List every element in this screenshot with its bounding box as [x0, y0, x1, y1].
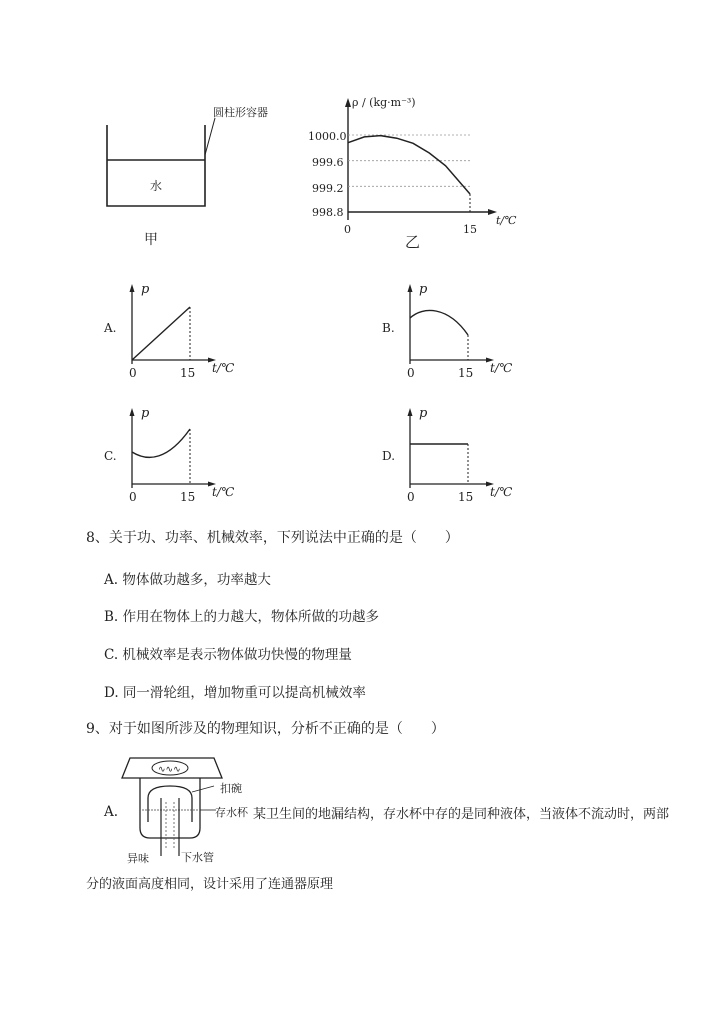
- choice-graph-d: [378, 404, 518, 509]
- y-axis-arrow: [345, 98, 351, 107]
- graph-curve: [132, 429, 190, 457]
- container-outline: [107, 125, 205, 206]
- water-cup: [140, 778, 200, 838]
- choice-graph-a: [100, 280, 240, 385]
- fig-label-pipe: 下水管: [181, 851, 214, 864]
- y-axis-arrow: [408, 408, 413, 416]
- y-axis-label: p: [141, 406, 150, 421]
- x-tick-label: 15: [463, 223, 477, 236]
- x-axis-label: t/℃: [490, 361, 513, 375]
- x-tick-15: 15: [458, 366, 474, 380]
- q8-stem: 8、关于功、功率、机械效率，下列说法中正确的是（ ）: [86, 530, 459, 546]
- choice-letter: B.: [382, 321, 395, 335]
- grate-pattern-icon: ∿∿∿: [158, 765, 181, 775]
- water-label: 水: [150, 179, 163, 193]
- x-axis-label: t/℃: [212, 361, 235, 375]
- q9-stem: 9、对于如图所涉及的物理知识，分析不正确的是（ ）: [86, 721, 445, 737]
- y-axis-arrow: [408, 284, 413, 292]
- fig-yi-caption: 乙: [405, 233, 421, 250]
- x-tick-15: 15: [180, 490, 196, 504]
- q9-option-a-letter[interactable]: A.: [104, 804, 119, 820]
- figure-yi: [300, 90, 530, 250]
- x-tick-label: 0: [344, 223, 351, 236]
- graph-curve: [410, 310, 468, 335]
- y-axis-arrow: [130, 284, 135, 292]
- q9-option-a-text-line1: 某卫生间的地漏结构，存水杯中存的是同种液体，当液体不流动时，两部: [253, 807, 670, 822]
- choice-graph-c: [100, 404, 240, 509]
- container-label: 圆柱形容器: [213, 106, 268, 119]
- y-tick-label: 1000.0: [308, 130, 347, 143]
- label-leader-line: [205, 118, 215, 155]
- y-axis-label: p: [419, 406, 428, 421]
- x-axis-label: t/℃: [212, 485, 235, 499]
- inverted-bowl: [148, 786, 192, 822]
- q9-option-a-text-line2: 分的液面高度相同，设计采用了连通器原理: [86, 877, 334, 892]
- x-tick-0: 0: [407, 366, 415, 380]
- q8-option-a[interactable]: A. 物体做功越多，功率越大: [104, 572, 271, 588]
- choice-graph-b: [378, 280, 518, 385]
- y-axis-label: p: [419, 282, 428, 297]
- fig-jia-caption: 甲: [144, 232, 158, 248]
- y-axis-label: p: [141, 282, 150, 297]
- choice-letter: D.: [382, 449, 396, 463]
- y-axis-label: ρ / (kg·m⁻³): [352, 96, 416, 109]
- fig-label-bowl: 扣碗: [220, 782, 242, 795]
- floor-drain-figure: [118, 752, 228, 864]
- y-tick-label: 999.2: [312, 182, 344, 195]
- x-tick-15: 15: [180, 366, 196, 380]
- x-tick-15: 15: [458, 490, 474, 504]
- graph-curve: [132, 307, 190, 360]
- x-tick-0: 0: [129, 490, 137, 504]
- density-curve: [348, 136, 470, 194]
- q8-option-c[interactable]: C. 机械效率是表示物体做功快慢的物理量: [104, 647, 352, 663]
- y-axis-arrow: [130, 408, 135, 416]
- x-axis-label: t/℃: [490, 485, 513, 499]
- x-tick-0: 0: [407, 490, 415, 504]
- choice-letter: A.: [104, 321, 117, 335]
- q8-option-d[interactable]: D. 同一滑轮组，增加物重可以提高机械效率: [104, 685, 366, 701]
- fig-label-odor: 异味: [127, 852, 149, 865]
- q8-option-b[interactable]: B. 作用在物体上的力越大，物体所做的功越多: [104, 609, 380, 625]
- figure-jia: [95, 100, 295, 255]
- choice-letter: C.: [104, 449, 117, 463]
- fig-label-cup: 存水杯: [215, 806, 248, 819]
- x-tick-0: 0: [129, 366, 137, 380]
- y-tick-label: 999.6: [312, 156, 344, 169]
- x-axis-label: t/℃: [496, 214, 517, 227]
- bowl-leader: [192, 786, 214, 792]
- y-tick-label: 998.8: [312, 206, 344, 219]
